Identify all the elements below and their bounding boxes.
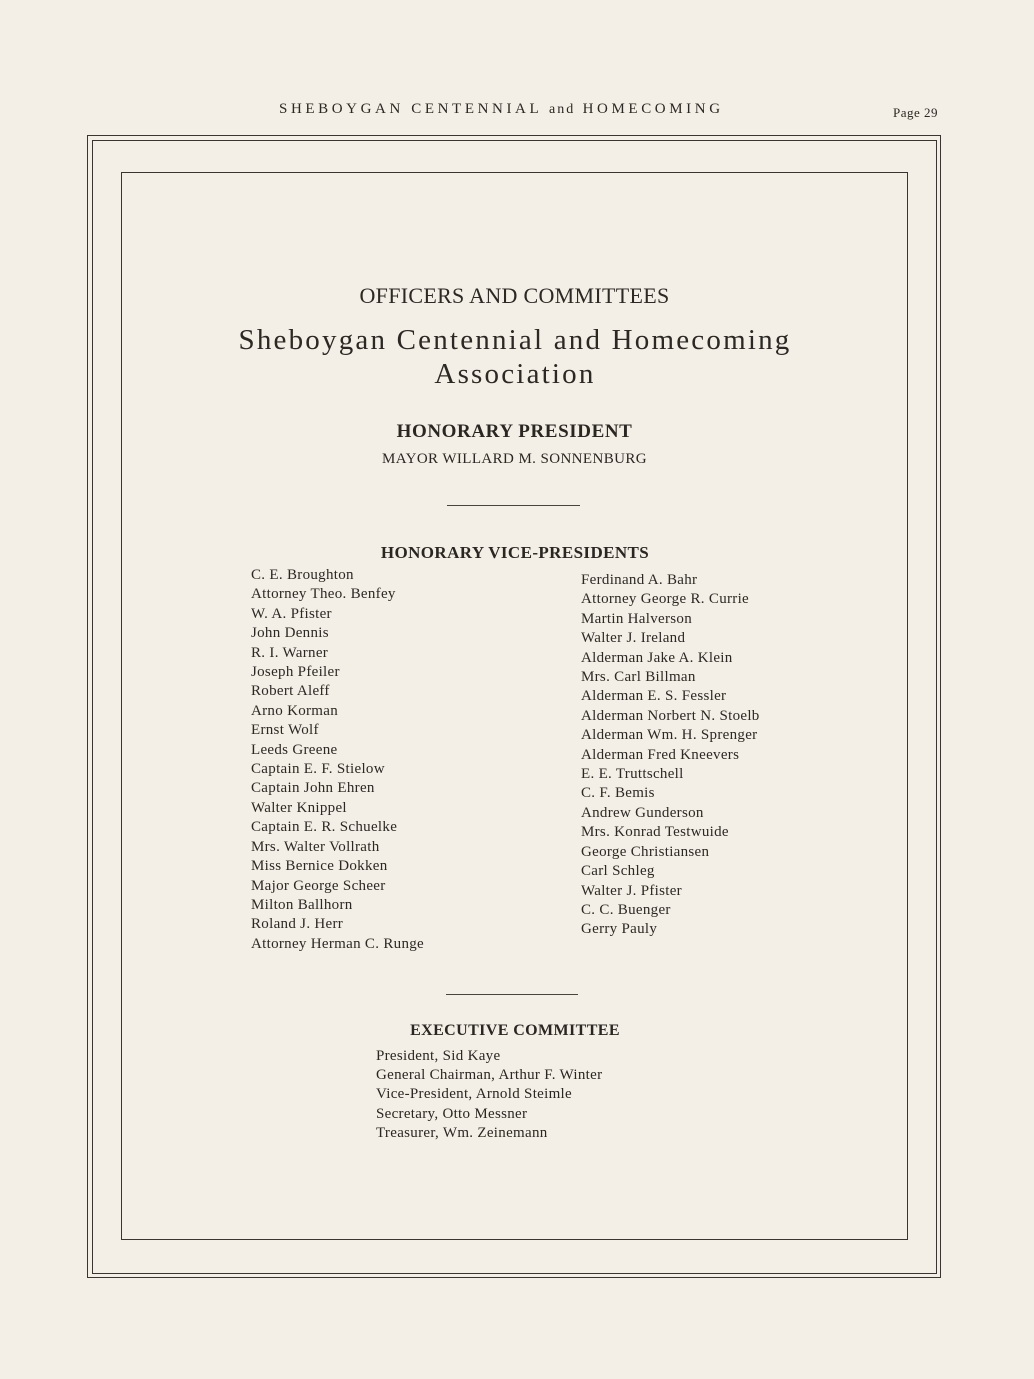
list-item: Attorney Theo. Benfey [251, 586, 396, 603]
list-item: Robert Aleff [251, 683, 330, 700]
list-item: Major George Scheer [251, 877, 386, 894]
association-title-line2: Association [434, 358, 596, 390]
divider-rule [446, 994, 578, 995]
vice-presidents-left-column [251, 566, 424, 954]
list-item: Ernst Wolf [251, 722, 319, 739]
list-item: Roland J. Herr [251, 916, 344, 933]
association-title-line1: Sheboygan Centennial and Homecoming [238, 324, 792, 356]
list-item: Captain John Ehren [251, 780, 375, 797]
running-title-b: HOMECOMING [582, 101, 724, 117]
list-item: Miss Bernice Dokken [251, 858, 388, 875]
honorary-vice-presidents-title: HONORARY VICE-PRESIDENTS [380, 543, 650, 562]
list-item: President, Sid Kaye [376, 1048, 501, 1064]
list-item: Gerry Pauly [581, 921, 658, 938]
list-item: Attorney Herman C. Runge [251, 935, 424, 952]
page-heading: OFFICERS AND COMMITTEES [359, 283, 670, 308]
list-item: E. E. Truttschell [581, 766, 684, 783]
list-item: C. F. Bemis [581, 785, 655, 802]
list-item: Captain E. R. Schuelke [251, 819, 398, 836]
list-item: C. E. Broughton [251, 567, 354, 583]
list-item: Captain E. F. Stielow [251, 761, 385, 778]
list-item: Andrew Gunderson [581, 804, 704, 821]
page-number: Page 29 [893, 105, 939, 120]
honorary-president-title: HONORARY PRESIDENT [396, 421, 633, 442]
list-item: Secretary, Otto Messner [376, 1105, 528, 1122]
list-item: Arno Korman [251, 702, 339, 719]
list-item: Carl Schleg [581, 863, 655, 880]
list-item: C. C. Buenger [581, 901, 671, 918]
list-item: Mrs. Konrad Testwuide [581, 824, 729, 841]
executive-committee-list [376, 1047, 602, 1143]
list-item: Alderman Jake A. Klein [581, 649, 733, 666]
list-item: W. A. Pfister [251, 605, 332, 622]
list-item: Alderman Wm. H. Sprenger [581, 727, 758, 744]
running-title-and: and [549, 102, 576, 117]
vice-presidents-right-column [581, 571, 760, 940]
honorary-president-name: MAYOR WILLARD M. SONNENBURG [382, 451, 647, 467]
association-title [210, 323, 820, 391]
list-item: Leeds Greene [251, 741, 338, 758]
divider-rule [447, 505, 580, 506]
list-item: Walter Knippel [251, 799, 347, 816]
list-item: General Chairman, Arthur F. Winter [376, 1067, 603, 1084]
list-item: Alderman Norbert N. Stoelb [581, 707, 760, 724]
list-item: Ferdinand A. Bahr [581, 572, 698, 588]
list-item: Vice-President, Arnold Steimle [376, 1086, 572, 1103]
list-item: R. I. Warner [251, 644, 329, 661]
list-item: Treasurer, Wm. Zeinemann [376, 1124, 548, 1141]
list-item: Martin Halverson [581, 610, 693, 627]
list-item: Attorney George R. Currie [581, 591, 750, 608]
running-title-a: SHEBOYGAN CENTENNIAL [279, 101, 542, 117]
list-item: Walter J. Ireland [581, 630, 686, 647]
list-item: Mrs. Carl Billman [581, 669, 696, 686]
list-item: Walter J. Pfister [581, 882, 682, 899]
executive-committee-title: EXECUTIVE COMMITTEE [410, 1022, 620, 1039]
list-item: Alderman E. S. Fessler [581, 688, 727, 705]
list-item: Milton Ballhorn [251, 896, 353, 913]
list-item: Mrs. Walter Vollrath [251, 838, 380, 855]
list-item: Joseph Pfeiler [251, 664, 340, 681]
list-item: John Dennis [251, 625, 329, 642]
list-item: George Christiansen [581, 843, 710, 860]
list-item: Alderman Fred Kneevers [581, 746, 740, 763]
